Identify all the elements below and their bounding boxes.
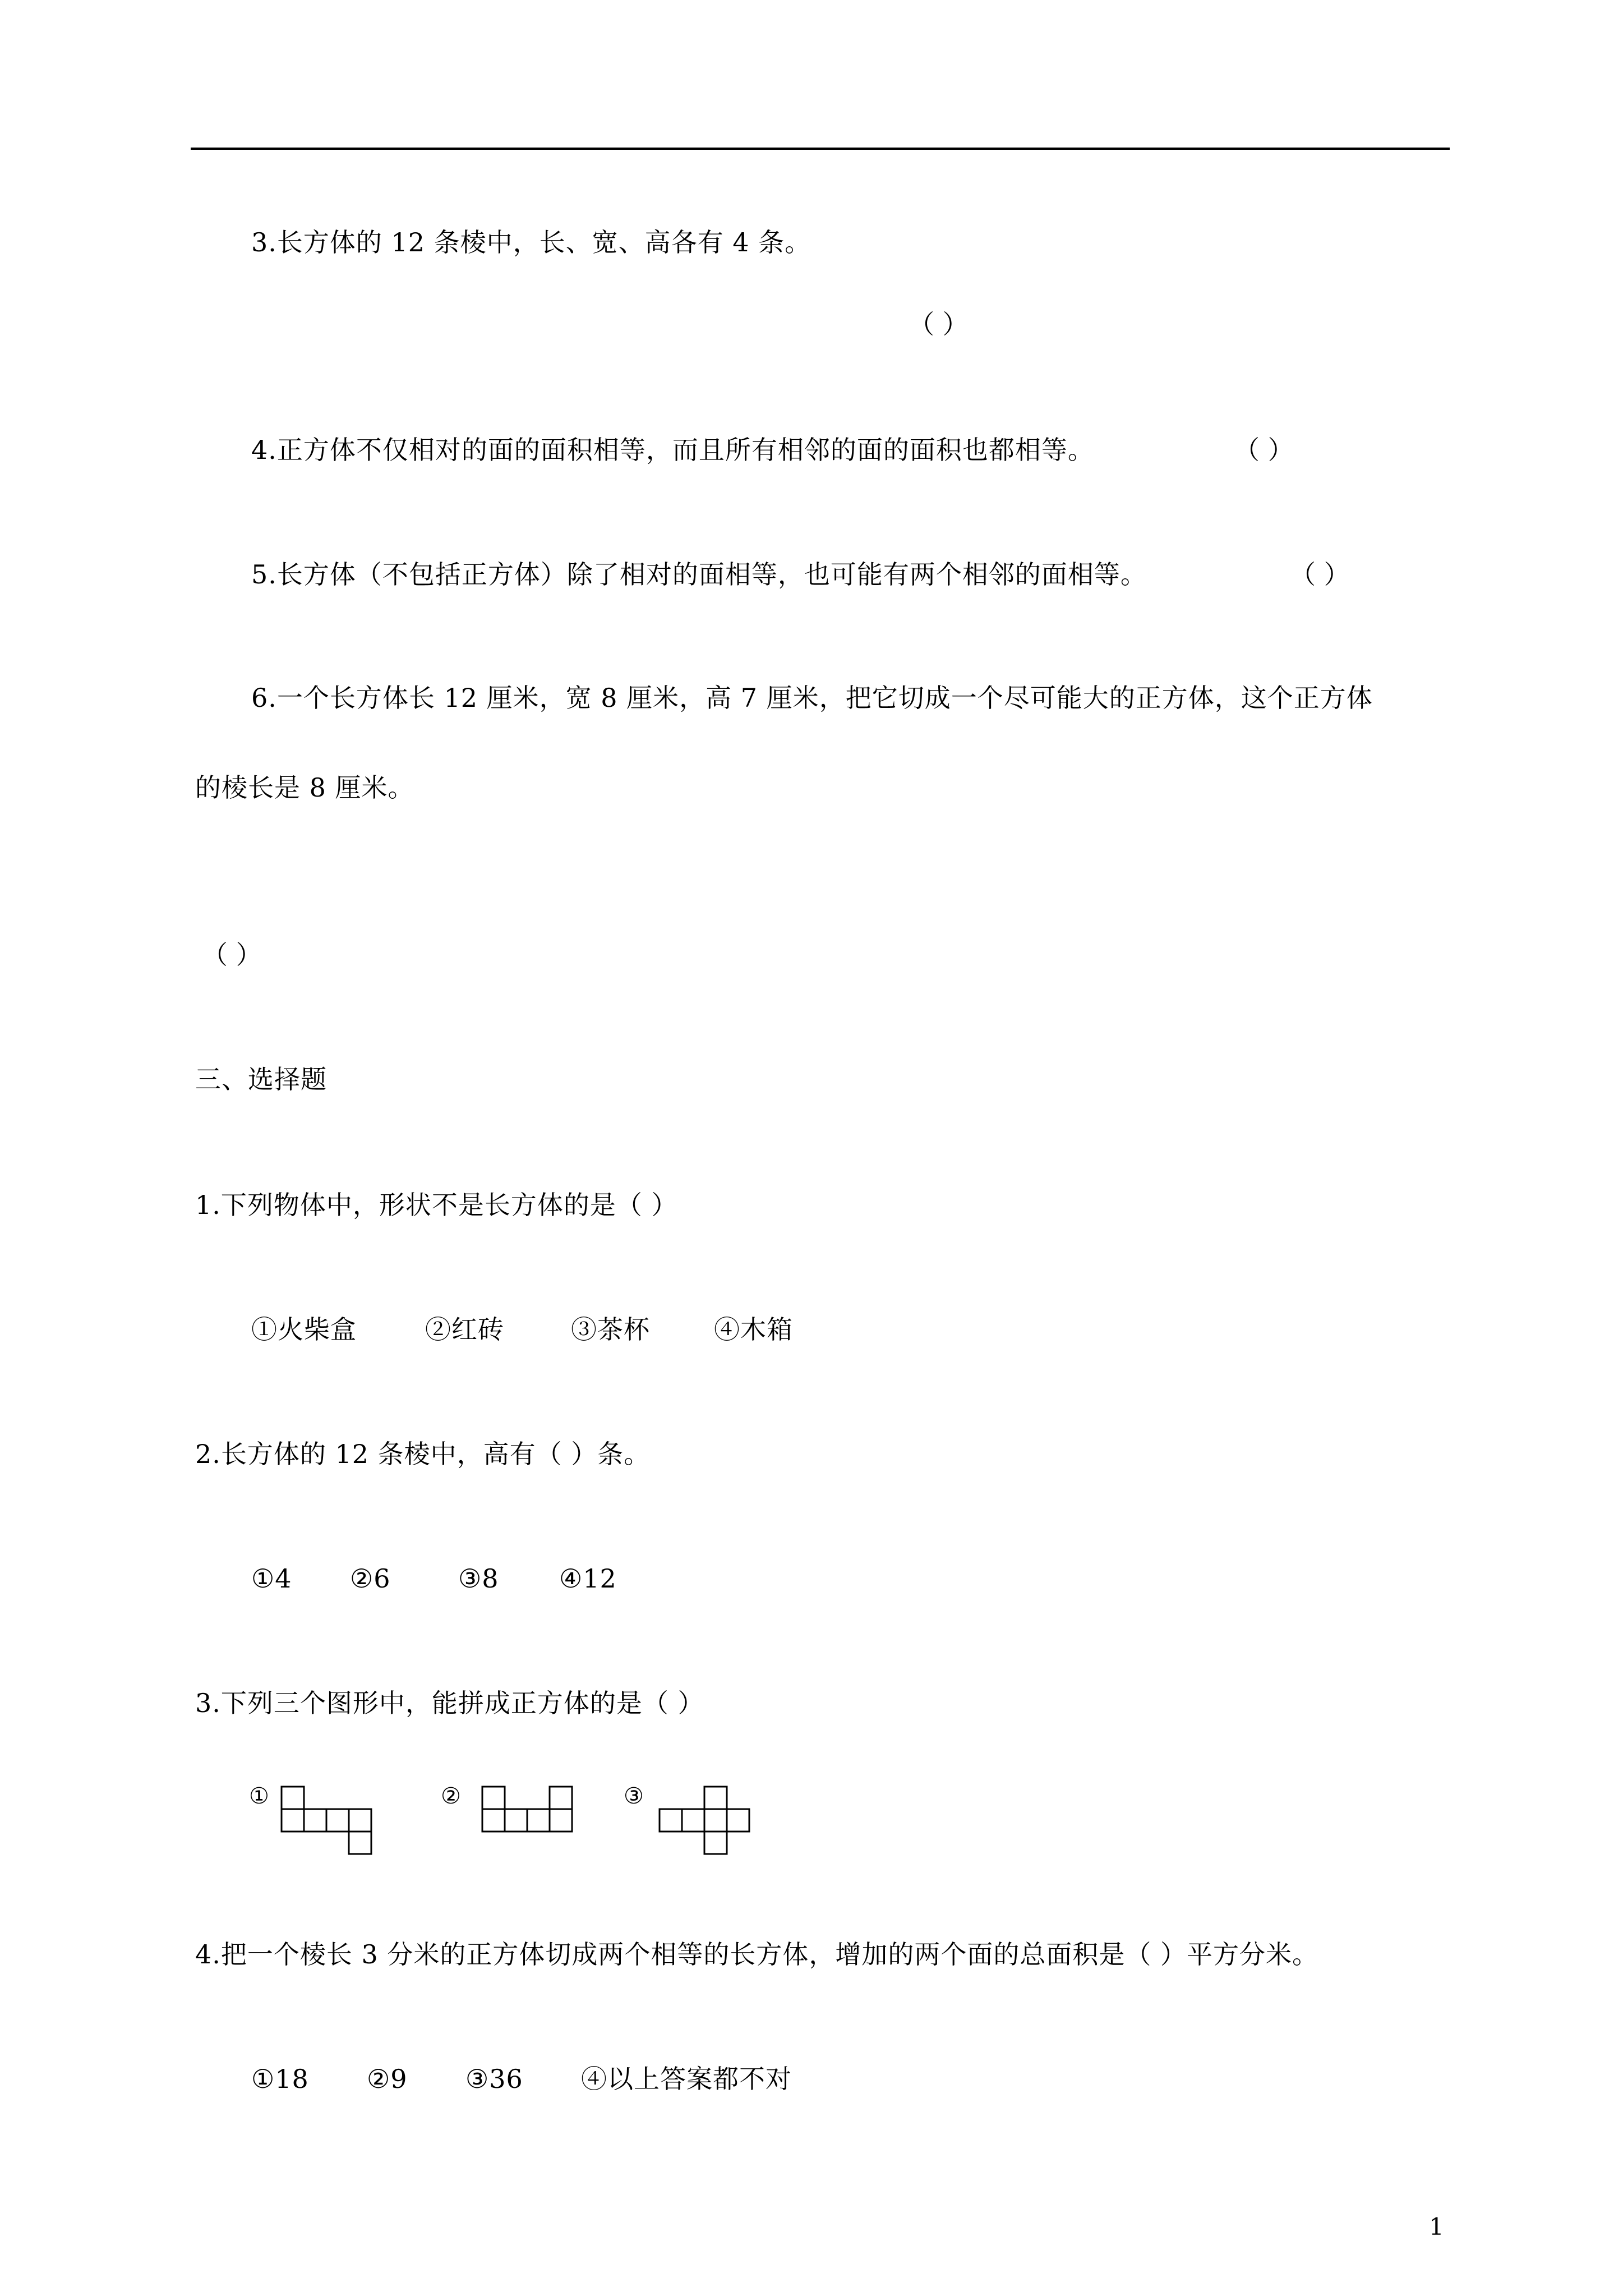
option: ①18 (251, 2064, 309, 2094)
net-2 (482, 1787, 572, 1832)
judge-q4-blank: （ ） (1234, 435, 1294, 465)
page-number: 1 (1429, 2213, 1444, 2240)
option: ④12 (559, 1563, 617, 1594)
choice-q4-options (251, 2062, 792, 2096)
option: ③茶杯 (571, 1314, 650, 1345)
option: ③36 (465, 2064, 523, 2094)
choice-q1-text: 1.下列物体中，形状不是长方体的是（ ） (195, 1190, 678, 1220)
section-title: 三、选择题 (195, 1064, 327, 1094)
judge-q6-blank: （ ） (202, 940, 262, 970)
judge-q4-text: 4.正方体不仅相对的面的面积相等，而且所有相邻的面的面积也都相等。 (251, 435, 1094, 465)
judge-q5-blank: （ ） (1290, 559, 1350, 590)
option: ②6 (350, 1563, 391, 1594)
option: ①4 (251, 1563, 292, 1594)
net-3-label: ③ (624, 1783, 644, 1809)
judge-q3-blank: （ ） (909, 309, 969, 339)
choice-q1-options (251, 1313, 793, 1346)
cube-nets-figure (247, 1773, 808, 1874)
option: ③8 (458, 1563, 499, 1594)
judge-q3-text: 3.长方体的 12 条棱中，长、宽、高各有 4 条。 (251, 227, 811, 257)
choice-q2-options (251, 1562, 617, 1595)
net-1 (282, 1787, 371, 1854)
judge-q6-line1: 6.一个长方体长 12 厘米，宽 8 厘米，高 7 厘米，把它切成一个尽可能大的正方体，这个正方体 (251, 683, 1373, 713)
net-3 (660, 1787, 749, 1854)
option: ④以上答案都不对 (581, 2064, 792, 2094)
choice-q4-text: 4.把一个棱长 3 分米的正方体切成两个相等的长方体，增加的两个面的总面积是（ ）平方分米。 (195, 1939, 1319, 1970)
option: ①火柴盒 (251, 1314, 357, 1345)
judge-q6-line2: 的棱长是 8 厘米。 (195, 772, 414, 803)
choice-q2-text: 2.长方体的 12 条棱中，高有（ ）条。 (195, 1439, 651, 1469)
option: ④木箱 (714, 1314, 793, 1345)
option: ②9 (367, 2064, 408, 2094)
header-rule (191, 148, 1450, 150)
judge-q5-text: 5.长方体（不包括正方体）除了相对的面相等，也可能有两个相邻的面相等。 (251, 559, 1147, 590)
option: ②红砖 (425, 1314, 504, 1345)
net-2-label: ② (441, 1783, 461, 1809)
net-1-label: ① (249, 1783, 269, 1809)
choice-q3-text: 3.下列三个图形中，能拼成正方体的是（ ） (195, 1688, 704, 1718)
